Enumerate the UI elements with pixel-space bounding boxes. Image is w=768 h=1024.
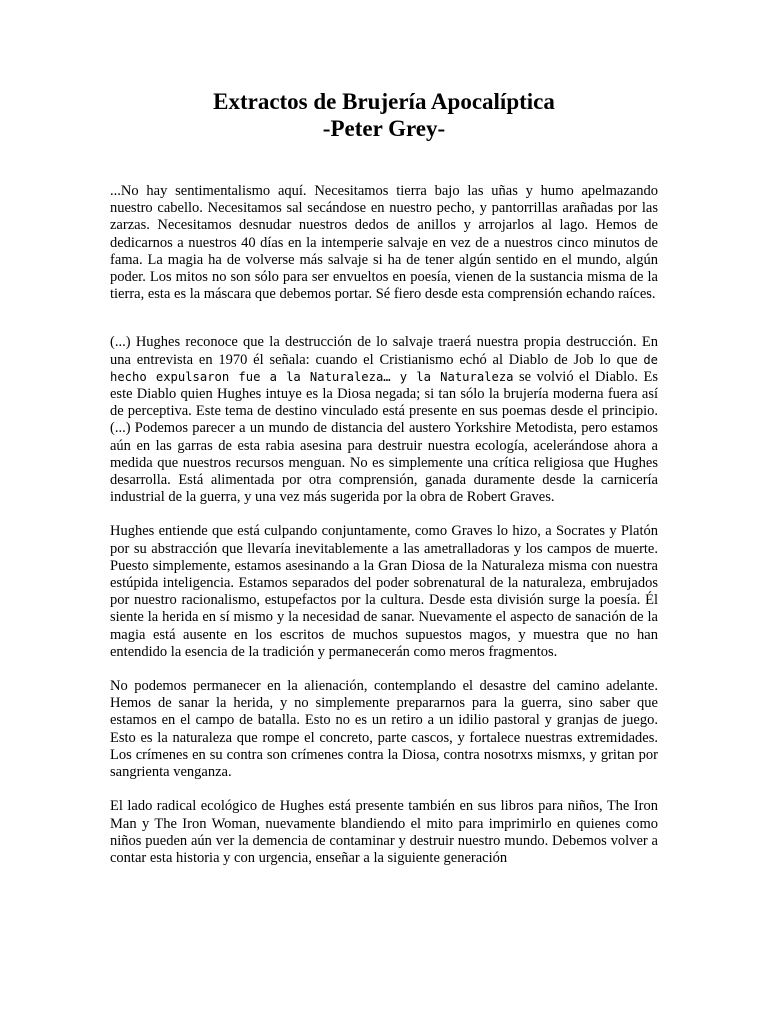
title-text: Extractos de Brujería Apocalíptica	[213, 89, 555, 114]
author-line: -Peter Grey-	[322, 116, 446, 141]
paragraph-4: No podemos permanecer en la alienación, contemplando el desastre del camino adelante. Hemos de sanar la herida, y no simplemente prepararnos para la guerra, sino saber que estamos en el campo de batalla. Esto no es un retiro a un idilio pastoral y granjas de juego. Esto es la naturaleza que rompe el concreto, parte cascos, y fortalece nuestras extremidades. Los crímenes en su contra son crímenes contra la Diosa, contra nosotrxs mismxs, y gritan por sangrienta venganza.	[110, 678, 658, 781]
paragraph-3: Hughes entiende que está culpando conjuntamente, como Graves lo hizo, a Socrates y Platón por su abstracción que llevaría inevitablemente a las ametralladoras y los campos de muerte. Puesto simplemente, estamos asesinando a la Gran Diosa de la Naturaleza misma con nuestra estúpida inteligencia. Estamos separados del poder sobrenatural de la naturaleza, embrujados por nuestro racionalismo, estupefactos por la cultura. Desde esta división surge la poesía. Él siente la herida en sí mismo y la necesidad de sanar. Nuevamente el aspecto de sanación de la magia está ausente en los escritos de muchos supuestos magos, y muestra que no han entendido la esencia de la tradición y permanecerán como meros fragmentos.	[110, 523, 658, 660]
document-page	[110, 0, 658, 867]
document-title	[110, 88, 658, 142]
paragraph-1: ...No hay sentimentalismo aquí. Necesitamos tierra bajo las uñas y humo apelmazando nuestro cabello. Necesitamos sal secándose en nuestro pecho, y pantorrillas arañadas por las zarzas. Necesitamos desnudar nuestros dedos de anillos y arrojarlos al lago. Hemos de dedicarnos a nuestros 40 días en la intemperie salvaje en vez de a nuestros cinco minutos de fama. La magia ha de volverse más salvaje si ha de tener algún sentido en el mundo, algún poder. Los mitos no son sólo para ser envueltos en poesía, vienen de la sustancia misma de la tierra, esta es la máscara que debemos portar. Sé fiero desde esta comprensión echando raíces.	[110, 183, 658, 303]
paragraph-2	[110, 334, 658, 506]
paragraph-2-mono-quote: de hecho expulsaron fue a la Naturaleza… y la Naturaleza	[110, 352, 658, 384]
paragraph-5: El lado radical ecológico de Hughes está presente también en sus libros para niños, The Iron Man y The Iron Woman, nuevamente blandiendo el mito para imprimirlo en quienes como niños pueden aún ver la demencia de contaminar y destruir nuestro mundo. Debemos volver a contar esta historia y con urgencia, enseñar a la siguiente generación	[110, 798, 658, 866]
paragraph-2-text-before: (...) Hughes reconoce que la destrucción de lo salvaje traerá nuestra propia destrucción. En una entrevista en 1970 él señala: cuando el Cristianismo echó al Diablo de Job lo que	[110, 334, 658, 368]
paragraph-2-text-after: se volvió el Diablo. Es este Diablo quien Hughes intuye es la Diosa negada; si tan sólo la brujería moderna fuera así de perceptiva. Este tema de destino vinculado está presente en sus poemas desde el principio. (...) Podemos parecer a un mundo de distancia del austero Yorkshire Metodista, pero estamos aún en las garras de esta rabia asesina para destruir nuestra ecología, acelerándose ahora a medida que nuestros recursos menguan. No es simplemente una crítica religiosa que Hughes desarrolla. Está alimentada por otra comprensión, ganada duramente desde la carnicería industrial de la guerra, y una vez más sugerida por la obra de Robert Graves.	[110, 368, 658, 506]
